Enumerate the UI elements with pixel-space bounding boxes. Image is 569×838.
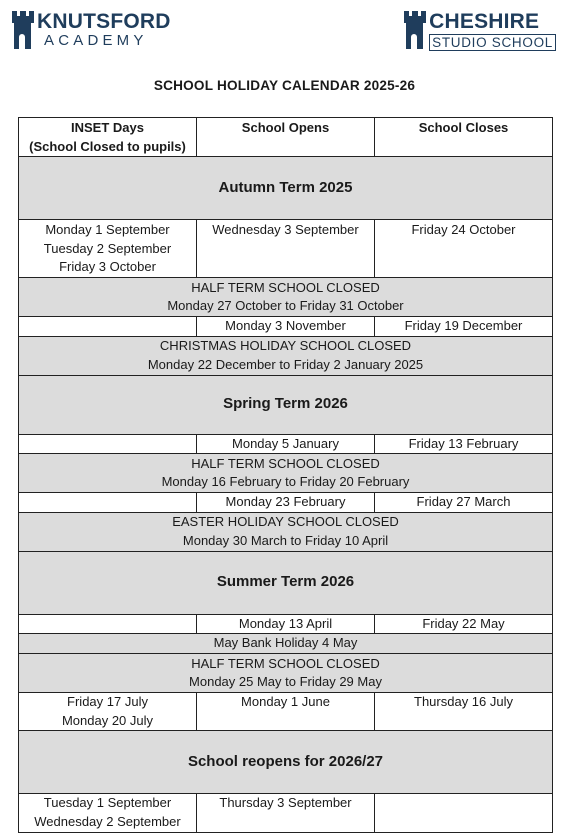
inset-day: Friday 3 October — [59, 259, 156, 274]
school-closes-cell: Friday 19 December — [375, 317, 553, 337]
knutsford-academy-logo — [11, 11, 171, 55]
logo-line-1: KNUTSFORD — [37, 10, 171, 33]
term-heading-autumn: Autumn Term 2025 — [19, 157, 553, 220]
closure-dates: Monday 27 October to Friday 31 October — [167, 298, 404, 313]
table-row — [19, 794, 553, 833]
cheshire-studio-school-logo — [403, 11, 556, 55]
closure-row — [19, 654, 553, 693]
header-inset-line-2: (School Closed to pupils) — [29, 138, 186, 154]
school-opens-cell: Monday 13 April — [197, 614, 375, 634]
term-heading-summer: Summer Term 2026 — [19, 551, 553, 614]
closure-heading: HALF TERM SCHOOL CLOSED — [191, 455, 380, 471]
term-heading-row — [19, 731, 553, 794]
school-closes-cell: Thursday 16 July — [375, 693, 553, 731]
school-closes-cell: Friday 27 March — [375, 493, 553, 513]
table-row — [19, 434, 553, 454]
logo-line-2: STUDIO SCHOOL — [429, 34, 556, 51]
inset-days-cell — [19, 794, 197, 833]
term-heading-reopen: School reopens for 2026/27 — [19, 731, 553, 794]
inset-day: Tuesday 1 September — [43, 795, 172, 810]
closure-row — [19, 634, 553, 654]
bank-holiday-closure: May Bank Holiday 4 May — [19, 634, 553, 654]
closure-row — [19, 454, 553, 493]
logo-wordmark — [37, 11, 171, 49]
school-closes-cell: Friday 22 May — [375, 614, 553, 634]
closure-dates: Monday 25 May to Friday 29 May — [189, 674, 382, 689]
term-heading-row — [19, 551, 553, 614]
closure-dates: Monday 16 February to Friday 20 February — [161, 474, 410, 489]
page-title: SCHOOL HOLIDAY CALENDAR 2025-26 — [153, 78, 416, 93]
inset-day: Friday 17 July — [67, 694, 148, 709]
inset-day: Monday 20 July — [61, 712, 154, 728]
easter-holiday-closure — [19, 512, 553, 551]
closure-dates: Monday 30 March to Friday 10 April — [182, 532, 389, 548]
logo-line-2: ACADEMY — [44, 32, 148, 49]
school-opens-cell: Thursday 3 September — [197, 794, 375, 833]
logo-line-1: CHESHIRE — [429, 10, 540, 33]
inset-day: Monday 1 September — [45, 222, 170, 237]
castle-icon — [403, 11, 427, 51]
table-row — [19, 693, 553, 731]
half-term-closure — [19, 278, 553, 317]
inset-days-cell — [19, 220, 197, 278]
closure-row — [19, 336, 553, 375]
school-opens-cell: Monday 23 February — [197, 493, 375, 513]
school-closes-cell: Friday 24 October — [375, 220, 553, 278]
logo-wordmark — [429, 11, 556, 51]
half-term-closure — [19, 654, 553, 693]
school-opens-cell: Monday 3 November — [197, 317, 375, 337]
school-opens-cell: Wednesday 3 September — [197, 220, 375, 278]
half-term-closure — [19, 454, 553, 493]
school-opens-cell: Monday 1 June — [197, 693, 375, 731]
christmas-holiday-closure — [19, 336, 553, 375]
table-row — [19, 493, 553, 513]
header-inset-line-1: INSET Days — [71, 120, 144, 135]
closure-row — [19, 512, 553, 551]
holiday-calendar-table — [18, 117, 553, 833]
inset-day: Wednesday 2 September — [34, 813, 181, 829]
closure-heading: HALF TERM SCHOOL CLOSED — [191, 279, 380, 295]
term-heading-spring: Spring Term 2026 — [19, 375, 553, 434]
closure-row — [19, 278, 553, 317]
castle-icon — [11, 11, 35, 51]
term-heading-row — [19, 375, 553, 434]
table-header-row — [19, 118, 553, 157]
school-closes-cell — [375, 794, 553, 833]
header-school-closes: School Closes — [375, 118, 553, 157]
inset-days-cell — [19, 493, 197, 513]
closure-heading: HALF TERM SCHOOL CLOSED — [191, 655, 380, 671]
term-heading-row — [19, 157, 553, 220]
inset-days-cell — [19, 614, 197, 634]
header-school-opens: School Opens — [197, 118, 375, 157]
closure-dates: Monday 22 December to Friday 2 January 2025 — [147, 356, 424, 372]
header-inset-days — [19, 118, 197, 157]
table-row — [19, 614, 553, 634]
school-closes-cell: Friday 13 February — [375, 434, 553, 454]
inset-days-cell — [19, 317, 197, 337]
table-row — [19, 220, 553, 278]
school-opens-cell: Monday 5 January — [197, 434, 375, 454]
table-row — [19, 317, 553, 337]
closure-heading: EASTER HOLIDAY SCHOOL CLOSED — [172, 514, 399, 529]
inset-day: Tuesday 2 September — [43, 240, 172, 256]
closure-heading: CHRISTMAS HOLIDAY SCHOOL CLOSED — [159, 338, 412, 353]
inset-days-cell — [19, 693, 197, 731]
inset-days-cell — [19, 434, 197, 454]
